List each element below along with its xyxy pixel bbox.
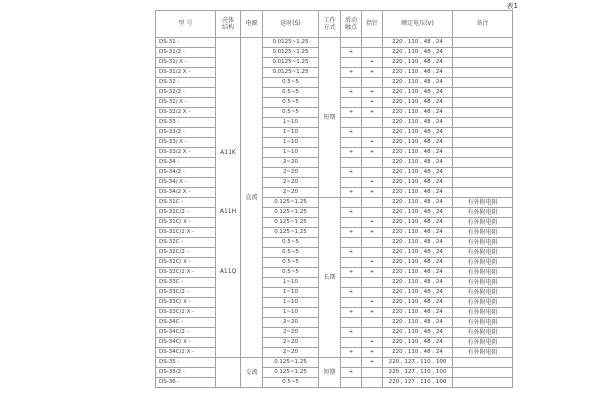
remark-cell bbox=[453, 58, 513, 68]
pointer-cell bbox=[362, 158, 383, 168]
remark-cell bbox=[453, 148, 513, 158]
slide-contact-cell: + bbox=[341, 168, 362, 178]
delay-cell: 1~10 bbox=[263, 308, 319, 318]
work-mode-cell: 长期 bbox=[319, 198, 341, 358]
delay-cell: 0.5~5 bbox=[263, 258, 319, 268]
pointer-cell bbox=[362, 288, 383, 298]
pointer-cell: + bbox=[362, 218, 383, 228]
model-cell: DS-31/2 X - bbox=[156, 68, 216, 78]
delay-cell: 0.5~5 bbox=[263, 378, 319, 388]
remark-cell bbox=[453, 108, 513, 118]
voltage-cell: 220 , 110 , 48 , 24 bbox=[383, 288, 453, 298]
delay-cell: 0.125~1.25 bbox=[263, 198, 319, 208]
pointer-cell: + bbox=[362, 358, 383, 368]
slide-contact-cell bbox=[341, 358, 362, 368]
remark-cell: 有外附电阻 bbox=[453, 248, 513, 258]
remark-cell bbox=[453, 38, 513, 48]
model-cell: DS-31 - bbox=[156, 38, 216, 48]
power-cell: 直流 bbox=[241, 38, 263, 358]
voltage-cell: 220 , 110 , 48 , 24 bbox=[383, 228, 453, 238]
voltage-cell: 220 , 110 , 48 , 24 bbox=[383, 98, 453, 108]
model-cell: DS-33 - bbox=[156, 118, 216, 128]
pointer-cell: + bbox=[362, 268, 383, 278]
remark-cell bbox=[453, 158, 513, 168]
delay-cell: 0.5~5 bbox=[263, 238, 319, 248]
delay-cell: 0.0125~1.25 bbox=[263, 68, 319, 78]
remark-cell bbox=[453, 168, 513, 178]
remark-cell: 有外附电阻 bbox=[453, 308, 513, 318]
slide-contact-cell bbox=[341, 98, 362, 108]
remark-cell: 有外附电阻 bbox=[453, 318, 513, 328]
delay-cell: 2~20 bbox=[263, 168, 319, 178]
voltage-cell: 220 , 110 , 48 , 24 bbox=[383, 118, 453, 128]
delay-cell: 2~20 bbox=[263, 188, 319, 198]
voltage-cell: 220 , 127 , 110 , 100 bbox=[383, 368, 453, 378]
delay-cell: 0.0125~1.25 bbox=[263, 58, 319, 68]
model-cell: DS-32C/2 - bbox=[156, 248, 216, 258]
remark-cell: 有外附电阻 bbox=[453, 278, 513, 288]
voltage-cell: 220 , 110 , 48 , 24 bbox=[383, 278, 453, 288]
pointer-cell bbox=[362, 78, 383, 88]
model-cell: DS-34C/2 X - bbox=[156, 348, 216, 358]
remark-cell: 有外附电阻 bbox=[453, 298, 513, 308]
slide-contact-cell bbox=[341, 298, 362, 308]
delay-cell: 2~20 bbox=[263, 328, 319, 338]
pointer-cell bbox=[362, 38, 383, 48]
remark-cell bbox=[453, 48, 513, 58]
remark-cell bbox=[453, 138, 513, 148]
slide-contact-cell: + bbox=[341, 88, 362, 98]
pointer-cell bbox=[362, 48, 383, 58]
pointer-cell: + bbox=[362, 258, 383, 268]
remark-cell bbox=[453, 78, 513, 88]
voltage-cell: 220 , 110 , 48 , 24 bbox=[383, 328, 453, 338]
pointer-cell: + bbox=[362, 58, 383, 68]
voltage-cell: 220 , 110 , 48 , 24 bbox=[383, 108, 453, 118]
model-cell: DS-34/ X - bbox=[156, 178, 216, 188]
delay-cell: 1~10 bbox=[263, 128, 319, 138]
model-cell: DS-32/ X - bbox=[156, 98, 216, 108]
slide-contact-cell: + bbox=[341, 108, 362, 118]
col-header-model: 型 号 bbox=[156, 11, 216, 38]
col-header-power: 电源 bbox=[241, 11, 263, 38]
slide-contact-cell bbox=[341, 258, 362, 268]
model-cell: DS-34 - bbox=[156, 158, 216, 168]
slide-contact-cell: + bbox=[341, 188, 362, 198]
slide-contact-cell: + bbox=[341, 208, 362, 218]
delay-cell: 0.5~5 bbox=[263, 268, 319, 278]
model-cell: DS-32/2 X - bbox=[156, 108, 216, 118]
voltage-cell: 220 , 110 , 48 , 24 bbox=[383, 148, 453, 158]
model-cell: DS-35 - bbox=[156, 358, 216, 368]
slide-contact-cell: + bbox=[341, 308, 362, 318]
power-cell: 交流 bbox=[241, 358, 263, 388]
col-header-slide-contact: 滑动 触点 bbox=[341, 11, 362, 38]
remark-cell bbox=[453, 178, 513, 188]
pointer-cell bbox=[362, 378, 383, 388]
slide-contact-cell: + bbox=[341, 348, 362, 358]
delay-cell: 2~20 bbox=[263, 158, 319, 168]
pointer-cell: + bbox=[362, 88, 383, 98]
slide-contact-cell bbox=[341, 318, 362, 328]
structure-label: A11K bbox=[220, 148, 236, 156]
slide-contact-cell bbox=[341, 138, 362, 148]
model-cell: DS-33/2 X - bbox=[156, 148, 216, 158]
header-row bbox=[156, 11, 513, 38]
model-cell: DS-34C/ X - bbox=[156, 338, 216, 348]
voltage-cell: 220 , 127 , 110 , 100 bbox=[383, 358, 453, 368]
slide-contact-cell: + bbox=[341, 248, 362, 258]
model-cell: DS-34C/2 - bbox=[156, 328, 216, 338]
remark-cell: 有外附电阻 bbox=[453, 258, 513, 268]
delay-cell: 2~20 bbox=[263, 178, 319, 188]
voltage-cell: 220 , 110 , 48 , 24 bbox=[383, 88, 453, 98]
remark-cell: 有外附电阻 bbox=[453, 328, 513, 338]
remark-cell bbox=[453, 128, 513, 138]
voltage-cell: 220 , 110 , 48 , 24 bbox=[383, 268, 453, 278]
pointer-cell: + bbox=[362, 338, 383, 348]
delay-cell: 0.125~1.25 bbox=[263, 218, 319, 228]
model-cell: DS-33C/2 X - bbox=[156, 308, 216, 318]
model-cell: DS-36 - bbox=[156, 378, 216, 388]
slide-contact-cell: + bbox=[341, 128, 362, 138]
voltage-cell: 220 , 110 , 48 , 24 bbox=[383, 48, 453, 58]
delay-cell: 1~10 bbox=[263, 288, 319, 298]
pointer-cell: + bbox=[362, 68, 383, 78]
model-cell: DS-31/2 - bbox=[156, 48, 216, 58]
slide-contact-cell: + bbox=[341, 368, 362, 378]
voltage-cell: 220 , 110 , 48 , 24 bbox=[383, 308, 453, 318]
slide-contact-cell: + bbox=[341, 328, 362, 338]
remark-cell: 有外附电阻 bbox=[453, 238, 513, 248]
slide-contact-cell bbox=[341, 218, 362, 228]
slide-contact-cell bbox=[341, 238, 362, 248]
remark-cell bbox=[453, 98, 513, 108]
col-header-remark: 备注 bbox=[453, 11, 513, 38]
pointer-cell bbox=[362, 318, 383, 328]
slide-contact-cell bbox=[341, 58, 362, 68]
table-row bbox=[156, 198, 513, 208]
delay-cell: 0.125~1.25 bbox=[263, 358, 319, 368]
model-cell: DS-32C/ X - bbox=[156, 258, 216, 268]
voltage-cell: 220 , 110 , 48 , 24 bbox=[383, 78, 453, 88]
model-cell: DS-32C/2 X - bbox=[156, 268, 216, 278]
remark-cell: 有外附电阻 bbox=[453, 208, 513, 218]
voltage-cell: 220 , 110 , 48 , 24 bbox=[383, 318, 453, 328]
slide-contact-cell: + bbox=[341, 148, 362, 158]
delay-cell: 2~20 bbox=[263, 318, 319, 328]
pointer-cell bbox=[362, 198, 383, 208]
table-caption: 表1 bbox=[506, 2, 518, 10]
slide-contact-cell bbox=[341, 278, 362, 288]
structure-label: A11Q bbox=[219, 268, 237, 276]
voltage-cell: 220 , 110 , 48 , 24 bbox=[383, 178, 453, 188]
voltage-cell: 220 , 110 , 48 , 24 bbox=[383, 168, 453, 178]
model-cell: DS-31C/ X - bbox=[156, 218, 216, 228]
voltage-cell: 220 , 110 , 48 , 24 bbox=[383, 218, 453, 228]
work-mode-cell: 短期 bbox=[319, 358, 341, 388]
voltage-cell: 220 , 110 , 48 , 24 bbox=[383, 298, 453, 308]
delay-cell: 0.125~1.25 bbox=[263, 208, 319, 218]
col-header-voltage: 额定电压(V) bbox=[383, 11, 453, 38]
pointer-cell: + bbox=[362, 178, 383, 188]
model-cell: DS-32C - bbox=[156, 238, 216, 248]
slide-contact-cell bbox=[341, 378, 362, 388]
delay-cell: 0.5~5 bbox=[263, 98, 319, 108]
voltage-cell: 220 , 110 , 48 , 24 bbox=[383, 248, 453, 258]
pointer-cell: + bbox=[362, 138, 383, 148]
delay-cell: 1~10 bbox=[263, 118, 319, 128]
model-cell: DS-34C - bbox=[156, 318, 216, 328]
remark-cell bbox=[453, 378, 513, 388]
slide-contact-cell: + bbox=[341, 68, 362, 78]
delay-cell: 0.125~1.25 bbox=[263, 368, 319, 378]
remark-cell: 有外附电阻 bbox=[453, 268, 513, 278]
voltage-cell: 220 , 110 , 48 , 24 bbox=[383, 58, 453, 68]
slide-contact-cell bbox=[341, 198, 362, 208]
pointer-cell bbox=[362, 248, 383, 258]
col-header-pointer: 指针 bbox=[362, 11, 383, 38]
voltage-cell: 220 , 110 , 48 , 24 bbox=[383, 158, 453, 168]
pointer-cell: + bbox=[362, 98, 383, 108]
model-cell: DS-33C - bbox=[156, 278, 216, 288]
pointer-cell bbox=[362, 278, 383, 288]
pointer-cell: + bbox=[362, 148, 383, 158]
voltage-cell: 220 , 127 , 110 , 100 bbox=[383, 378, 453, 388]
structure-label: A11H bbox=[219, 208, 237, 216]
col-header-work-mode: 工作 方式 bbox=[319, 11, 341, 38]
delay-cell: 2~20 bbox=[263, 338, 319, 348]
model-cell: DS-34/2 - bbox=[156, 168, 216, 178]
slide-contact-cell: + bbox=[341, 268, 362, 278]
voltage-cell: 220 , 110 , 48 , 24 bbox=[383, 198, 453, 208]
delay-cell: 0.5~5 bbox=[263, 108, 319, 118]
slide-contact-cell bbox=[341, 118, 362, 128]
delay-cell: 0.5~5 bbox=[263, 88, 319, 98]
delay-cell: 1~10 bbox=[263, 298, 319, 308]
delay-cell: 1~10 bbox=[263, 138, 319, 148]
pointer-cell bbox=[362, 168, 383, 178]
voltage-cell: 220 , 110 , 48 , 24 bbox=[383, 208, 453, 218]
delay-cell: 0.0125~1.25 bbox=[263, 48, 319, 58]
delay-cell: 1~10 bbox=[263, 148, 319, 158]
model-cell: DS-31/ X - bbox=[156, 58, 216, 68]
slide-contact-cell bbox=[341, 38, 362, 48]
model-cell: DS-35/2 - bbox=[156, 368, 216, 378]
model-cell: DS-33C/ X - bbox=[156, 298, 216, 308]
slide-contact-cell: + bbox=[341, 288, 362, 298]
remark-cell: 有外附电阻 bbox=[453, 288, 513, 298]
voltage-cell: 220 , 110 , 48 , 24 bbox=[383, 258, 453, 268]
delay-cell: 0.5~5 bbox=[263, 78, 319, 88]
pointer-cell: + bbox=[362, 108, 383, 118]
slide-contact-cell: + bbox=[341, 48, 362, 58]
slide-contact-cell bbox=[341, 178, 362, 188]
pointer-cell bbox=[362, 368, 383, 378]
voltage-cell: 220 , 110 , 48 , 24 bbox=[383, 188, 453, 198]
remark-cell bbox=[453, 358, 513, 368]
remark-cell bbox=[453, 368, 513, 378]
col-header-structure: 壳体 结构 bbox=[216, 11, 241, 38]
voltage-cell: 220 , 110 , 48 , 24 bbox=[383, 128, 453, 138]
model-cell: DS-32/2 - bbox=[156, 88, 216, 98]
voltage-cell: 220 , 110 , 48 , 24 bbox=[383, 38, 453, 48]
delay-cell: 1~10 bbox=[263, 278, 319, 288]
work-mode-cell: 短期 bbox=[319, 38, 341, 198]
pointer-cell bbox=[362, 208, 383, 218]
pointer-cell bbox=[362, 238, 383, 248]
voltage-cell: 220 , 110 , 48 , 24 bbox=[383, 338, 453, 348]
slide-contact-cell bbox=[341, 158, 362, 168]
pointer-cell: + bbox=[362, 298, 383, 308]
remark-cell: 有外附电阻 bbox=[453, 228, 513, 238]
relay-spec-table bbox=[155, 10, 513, 388]
delay-cell: 0.5~5 bbox=[263, 248, 319, 258]
pointer-cell: + bbox=[362, 228, 383, 238]
remark-cell bbox=[453, 188, 513, 198]
remark-cell: 有外附电阻 bbox=[453, 198, 513, 208]
remark-cell: 有外附电阻 bbox=[453, 218, 513, 228]
slide-contact-cell bbox=[341, 78, 362, 88]
remark-cell: 有外附电阻 bbox=[453, 338, 513, 348]
model-cell: DS-33C/2 - bbox=[156, 288, 216, 298]
pointer-cell bbox=[362, 128, 383, 138]
remark-cell: 有外附电阻 bbox=[453, 348, 513, 358]
model-cell: DS-31C - bbox=[156, 198, 216, 208]
model-cell: DS-31C/2 - bbox=[156, 208, 216, 218]
pointer-cell bbox=[362, 118, 383, 128]
remark-cell bbox=[453, 118, 513, 128]
voltage-cell: 220 , 110 , 48 , 24 bbox=[383, 348, 453, 358]
model-cell: DS-31C/2 X - bbox=[156, 228, 216, 238]
delay-cell: 0.125~1.25 bbox=[263, 228, 319, 238]
slide-contact-cell bbox=[341, 338, 362, 348]
voltage-cell: 220 , 110 , 48 , 24 bbox=[383, 68, 453, 78]
remark-cell bbox=[453, 68, 513, 78]
model-cell: DS-32 - bbox=[156, 78, 216, 88]
pointer-cell bbox=[362, 328, 383, 338]
voltage-cell: 220 , 110 , 48 , 24 bbox=[383, 238, 453, 248]
table-row bbox=[156, 358, 513, 368]
model-cell: DS-33/2 - bbox=[156, 128, 216, 138]
delay-cell: 2~20 bbox=[263, 348, 319, 358]
model-cell: DS-33/ X - bbox=[156, 138, 216, 148]
table-row bbox=[156, 38, 513, 48]
pointer-cell: + bbox=[362, 188, 383, 198]
voltage-cell: 220 , 110 , 48 , 24 bbox=[383, 138, 453, 148]
slide-contact-cell: + bbox=[341, 228, 362, 238]
col-header-delay: 延时(S) bbox=[263, 11, 319, 38]
structure-cell bbox=[216, 38, 241, 358]
structure-cell bbox=[216, 358, 241, 388]
model-cell: DS-34/2 X - bbox=[156, 188, 216, 198]
pointer-cell: + bbox=[362, 308, 383, 318]
remark-cell bbox=[453, 88, 513, 98]
pointer-cell: + bbox=[362, 348, 383, 358]
delay-cell: 0.0125~1.25 bbox=[263, 38, 319, 48]
